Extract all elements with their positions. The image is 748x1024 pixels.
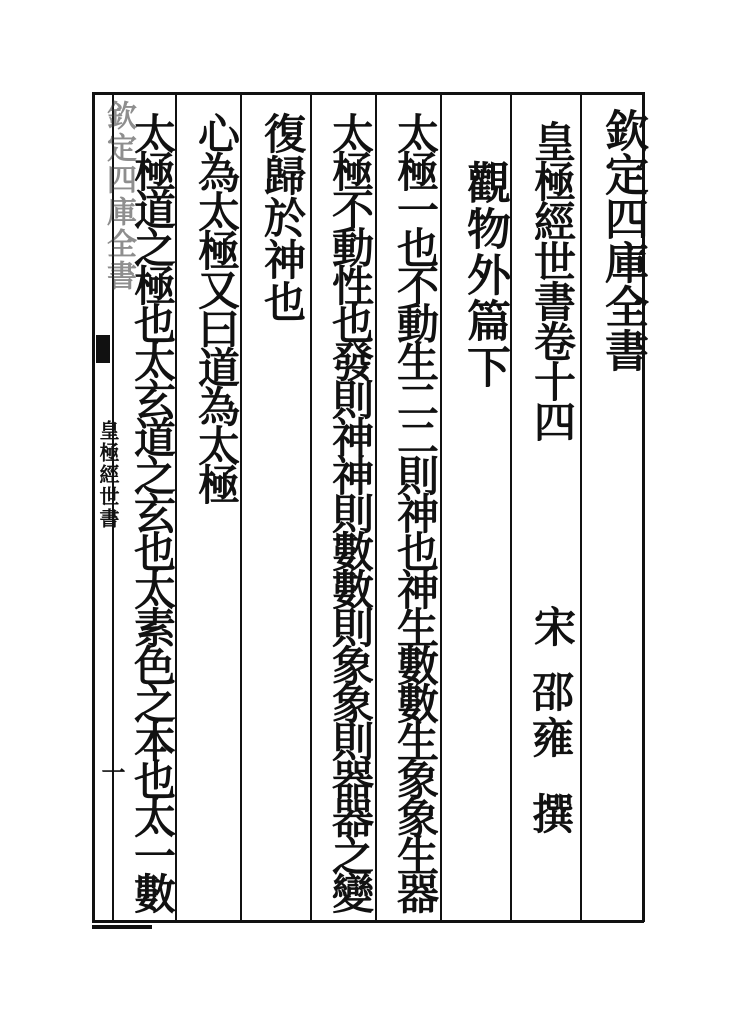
text-column-1: 太極一也不動生二二則神也神生數數生象象生器 [391,112,440,910]
margin-fishtail-mark [96,335,110,363]
frame-bottom-rule [92,920,644,923]
volume-title: 皇極經世書卷十四 [528,120,577,440]
margin-book-abbrev: 皇極經世書 [96,420,120,530]
margin-page-number: 一 [97,760,126,784]
text-column-5: 太極道之極也太玄道之玄也太素色之本也太一數 [128,112,177,910]
margin-library-mark: 欽定四庫全書 [101,100,136,292]
chapter-title: 觀物外篇下 [459,160,510,390]
text-column-4: 心為太極又曰道為太極 [192,112,241,502]
text-column-2: 太極不動性也發則神神則數數則象象則器器之變 [326,112,375,910]
author-name: 邵雍 [526,670,575,762]
author-role: 撰 [526,792,575,834]
margin-bottom-mark [92,925,152,929]
dynasty-label: 宋 [528,605,577,647]
text-column-3: 復歸於神也 [258,112,307,322]
library-title: 欽定四庫全書 [597,108,648,372]
